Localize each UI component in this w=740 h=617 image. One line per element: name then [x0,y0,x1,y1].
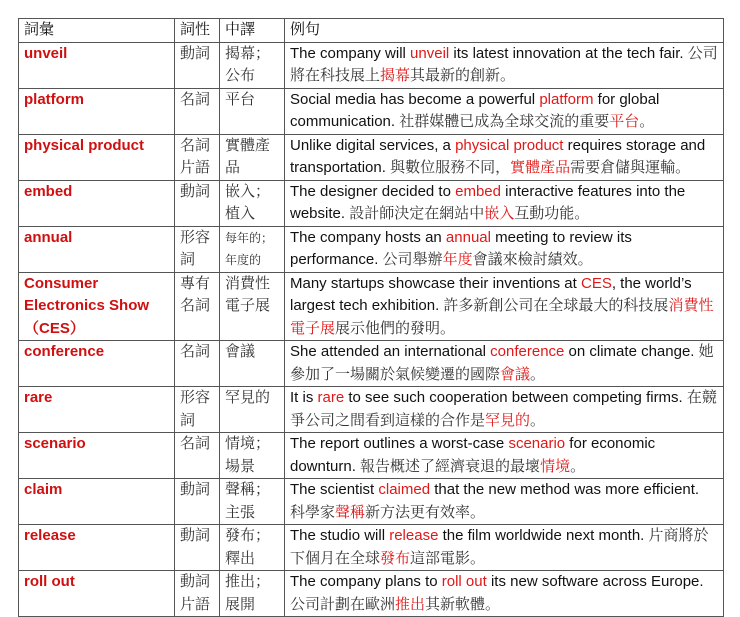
highlighted-term: release [389,527,439,544]
translation: 每年的； [225,230,274,245]
vocab-word: roll out [24,573,75,590]
pos-cell [175,479,220,525]
highlighted-term: 情境 [540,457,571,475]
translation: 情境； [225,435,271,452]
example-chinese: 。 [530,365,546,383]
example-english: for global communication. [290,90,660,130]
example-cell [285,42,724,88]
example-english: interactive features into the website. [290,182,686,222]
example-chinese: 展示他們的發明。 [335,319,456,337]
example-english: It is [290,389,318,406]
example-chinese: 這部電影。 [410,549,486,567]
pos-cell [175,134,220,180]
table-row [19,571,724,617]
vocab-word: unveil [24,44,68,62]
example-cell [285,226,724,272]
example-chinese: 科學家 [290,503,336,521]
example-chinese: 公司將在科技展上 [290,44,718,84]
example-english: , the world’s largest tech exhibition. [290,274,692,314]
example-chinese: 報告概述了經濟衰退的最壞 [360,457,541,475]
highlighted-term: 平台 [609,113,640,130]
example-english: She attended an international [290,343,491,360]
part-of-speech: 動詞 [180,44,211,62]
header-row [19,19,724,43]
header-example: 例句 [285,19,724,43]
part-of-speech: 動詞 [180,527,211,544]
part-of-speech: 名詞 [180,297,211,314]
table-row [19,180,724,226]
translation-cell [220,479,285,525]
translation: 揭幕； [225,44,271,62]
table-row [19,226,724,272]
example-chinese: 新方法更有效率。 [365,503,486,521]
highlighted-term: conference [490,343,565,360]
translation-cell [220,387,285,433]
part-of-speech: 名詞 [180,343,211,360]
example-english: that the new method was more efficient. [430,481,700,498]
translation: 品 [225,159,241,176]
word-cell [19,226,175,272]
translation-cell [220,180,285,226]
example-english: The scientist [290,481,379,498]
part-of-speech: 片語 [180,595,211,613]
word-cell [19,88,175,134]
header-translation: 中譯 [220,19,285,43]
example-chinese: 。 [530,411,546,429]
highlighted-term: 消費性電子展 [290,297,714,337]
table-row [19,88,724,134]
highlighted-term: physical product [455,136,564,154]
translation: 消費性 [225,274,271,292]
table-row [19,479,724,525]
table-row [19,387,724,433]
translation: 推出； [225,573,271,590]
vocab-word: release [24,527,76,544]
example-english: the film worldwide next month. [438,527,649,544]
vocab-word: conference [24,343,105,360]
vocab-word: Consumer Electronics Show （CES） [24,274,150,337]
example-english: to see such cooperation between competing firms. [344,389,687,406]
highlighted-term: 聲稱 [335,503,366,521]
word-cell [19,571,175,617]
part-of-speech: 片語 [180,159,211,176]
pos-cell [175,341,220,387]
highlighted-term: 會議 [500,365,531,383]
example-english: its latest innovation at the tech fair. [449,44,688,62]
table-row [19,525,724,571]
example-english: its new software across Europe. [486,573,704,590]
pos-cell [175,88,220,134]
translation-cell [220,134,285,180]
word-cell [19,525,175,571]
translation: 發布； [225,527,271,544]
pos-cell [175,525,220,571]
vocab-word: embed [24,182,73,200]
translation: 展開 [225,595,256,613]
highlighted-term: 年度 [442,251,473,268]
example-cell [285,272,724,341]
vocab-word: rare [24,389,53,406]
translation: 公布 [225,67,256,84]
example-cell [285,571,724,617]
pos-cell [175,272,220,341]
translation-cell [220,571,285,617]
highlighted-term: annual [445,228,491,246]
pos-cell [175,387,220,433]
example-english: requires storage and transportation. [290,136,706,176]
table-row [19,42,724,88]
word-cell [19,134,175,180]
part-of-speech: 詞 [180,251,196,268]
vocab-word: platform [24,90,84,108]
example-cell [285,88,724,134]
example-english: meeting to review its performance. [290,228,632,268]
highlighted-term: 揭幕 [380,67,411,84]
translation: 釋出 [225,549,256,567]
example-chinese: 公司計劃在歐洲 [290,595,396,613]
translation: 植入 [225,205,256,222]
translation: 平台 [225,90,256,108]
word-cell [19,341,175,387]
pos-cell [175,42,220,88]
part-of-speech: 動詞 [180,481,211,498]
highlighted-term: roll out [441,573,487,590]
part-of-speech: 名詞 [180,435,211,452]
example-english: The company will [290,44,411,62]
example-chinese: 在競爭公司之間看到這樣的合作是 [290,389,717,429]
highlighted-term: 實體產品 [510,159,571,176]
translation: 實體產 [225,136,271,154]
translation-cell [220,226,285,272]
example-english: Many startups showcase their inventions at [290,274,581,292]
translation: 主張 [225,503,256,521]
pos-cell [175,180,220,226]
translation: 電子展 [225,297,271,314]
example-chinese: 其最新的創新。 [410,67,516,84]
example-english: The designer decided to [290,182,456,200]
highlighted-term: scenario [508,435,566,452]
example-chinese: 會議來檢討績效。 [472,251,593,268]
part-of-speech: 名詞 [180,90,211,108]
table-row [19,134,724,180]
translation-cell [220,341,285,387]
example-chinese: 其新軟體。 [425,595,501,613]
table-row [19,433,724,479]
pos-cell [175,226,220,272]
vocab-word: claim [24,481,63,498]
example-cell [285,180,724,226]
part-of-speech: 動詞 [180,182,211,200]
part-of-speech: 形容 [180,228,211,246]
translation: 罕見的 [225,389,271,406]
header-pos: 詞性 [175,19,220,43]
highlighted-term: rare [317,389,345,406]
example-english: The company plans to [290,573,442,590]
word-cell [19,479,175,525]
pos-cell [175,571,220,617]
example-english: on climate change. [564,343,699,360]
example-english: Unlike digital services, a [290,136,456,154]
example-chinese: 。 [570,457,586,475]
translation-cell [220,88,285,134]
word-cell [19,387,175,433]
highlighted-term: claimed [378,481,431,498]
translation: 會議 [225,343,256,360]
header-word: 詞彙 [19,19,175,43]
example-chinese: 設計師決定在網站中 [349,205,485,222]
part-of-speech: 名詞 [180,136,211,154]
part-of-speech: 專有 [180,274,211,292]
example-chinese: 需要倉儲與運輸。 [570,159,691,176]
translation-cell [220,525,285,571]
example-chinese: 與數位服務不同， [390,159,511,176]
example-cell [285,479,724,525]
example-chinese: 許多新創公司在全球最大的科技展 [443,297,669,314]
vocab-word: scenario [24,435,86,452]
highlighted-term: 嵌入 [484,205,515,222]
part-of-speech: 形容 [180,389,211,406]
highlighted-term: unveil [410,44,450,62]
word-cell [19,272,175,341]
highlighted-term: 推出 [395,595,426,613]
example-english: The report outlines a worst-case [290,435,509,452]
table-row [19,341,724,387]
translation: 年度的 [225,253,262,267]
vocab-word: annual [24,228,73,246]
vocabulary-table [18,18,724,617]
translation-cell [220,272,285,341]
example-chinese: 她參加了一場關於氣候變遷的國際 [290,343,714,383]
translation: 場景 [225,457,256,475]
translation-cell [220,433,285,479]
example-chinese: 公司舉辦 [382,251,443,268]
highlighted-term: CES [580,274,612,292]
example-cell [285,387,724,433]
word-cell [19,42,175,88]
example-english: Social media has become a powerful [290,90,540,108]
example-english: The studio will [290,527,390,544]
vocab-word: physical product [24,136,145,154]
word-cell [19,180,175,226]
example-chinese: 互動功能。 [514,205,590,222]
word-cell [19,433,175,479]
translation: 聲稱； [225,481,271,498]
example-english: The company hosts an [290,228,446,246]
part-of-speech: 動詞 [180,573,211,590]
highlighted-term: 罕見的 [485,411,531,429]
example-chinese: 社群媒體已成為全球交流的重要 [399,113,610,130]
table-row [19,272,724,341]
pos-cell [175,433,220,479]
example-cell [285,433,724,479]
example-cell [285,341,724,387]
highlighted-term: 發布 [380,549,411,567]
part-of-speech: 詞 [180,411,196,429]
example-cell [285,525,724,571]
example-chinese: 片商將於下個月在全球 [290,527,709,567]
translation: 嵌入； [225,182,271,200]
example-chinese: 。 [639,113,655,130]
translation-cell [220,42,285,88]
example-english: for economic downturn. [290,435,656,475]
highlighted-term: platform [539,90,594,108]
example-cell [285,134,724,180]
highlighted-term: embed [455,182,501,200]
